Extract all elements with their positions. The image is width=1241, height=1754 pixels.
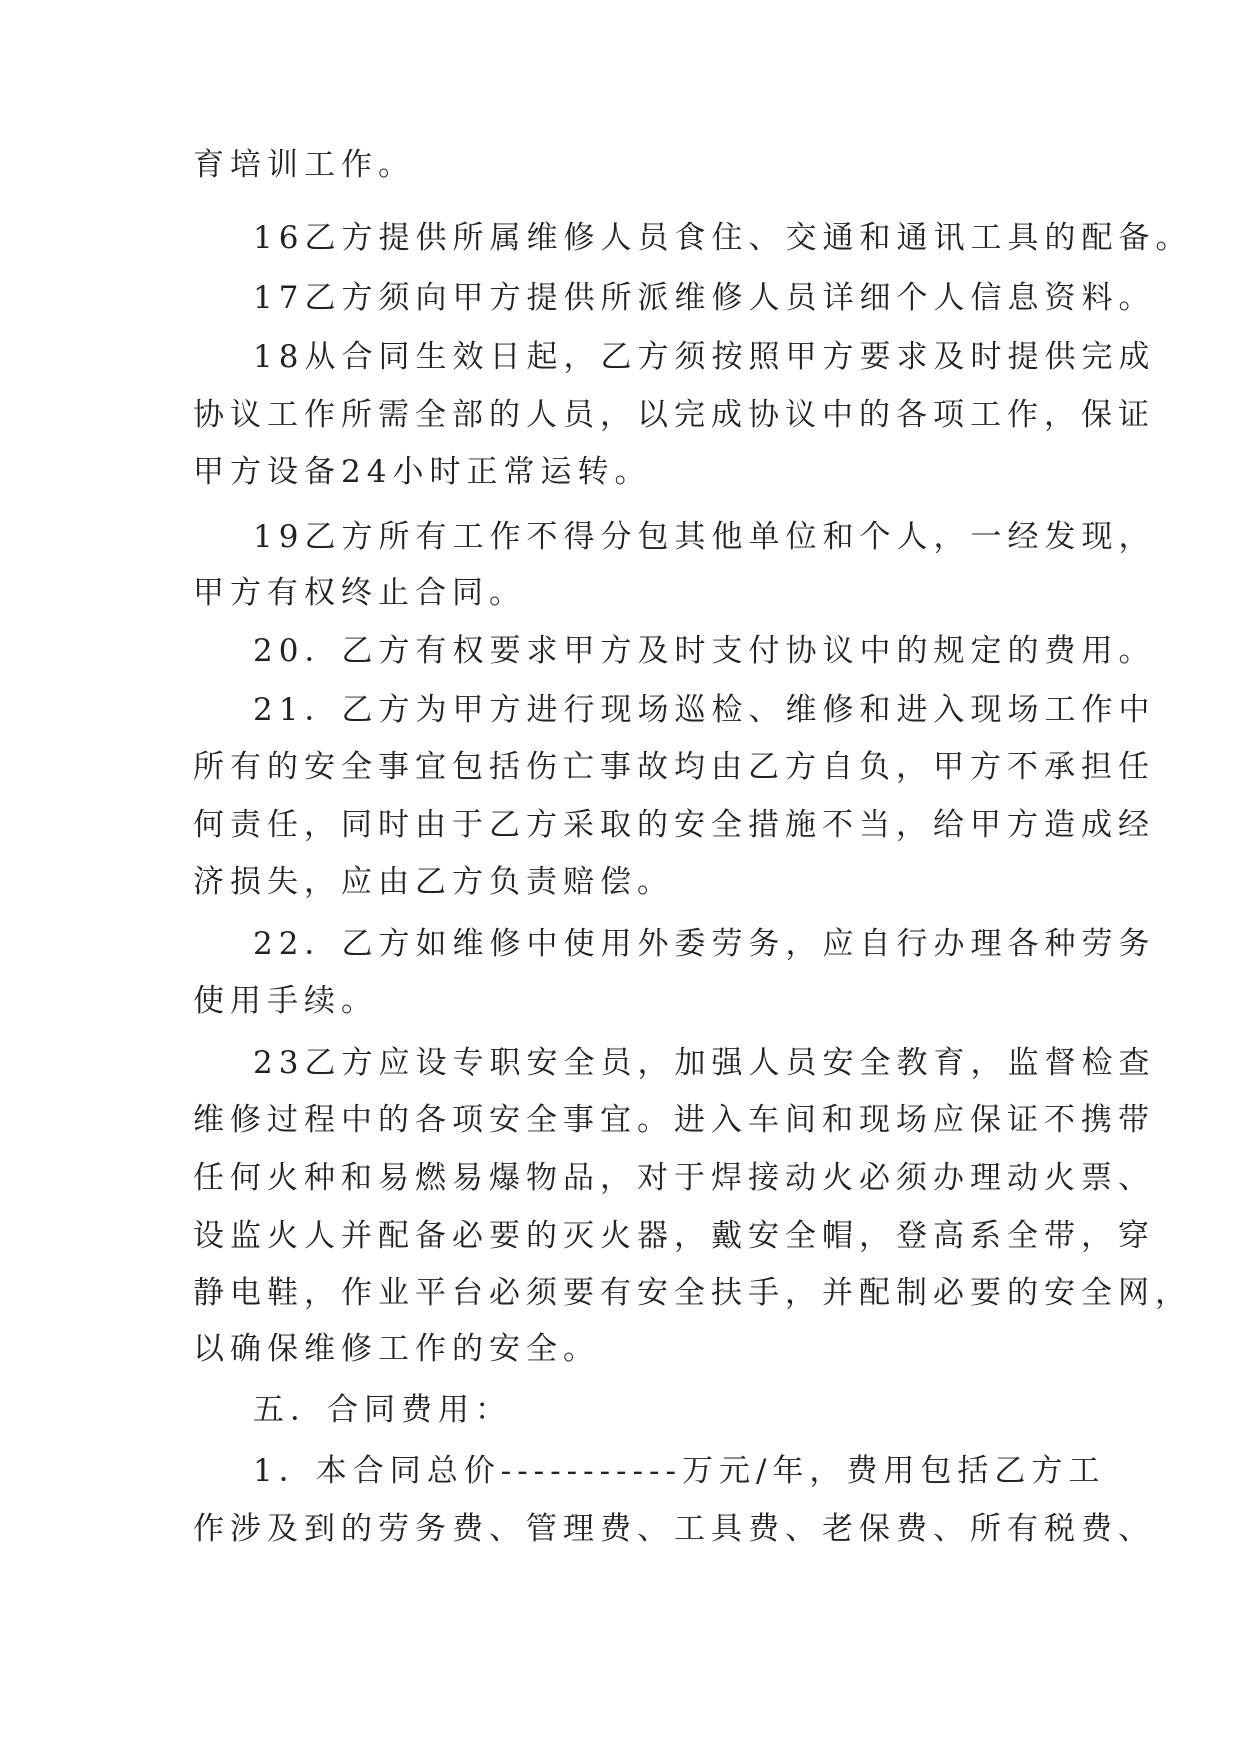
text-line-8: 甲方有权终止合同。 xyxy=(193,575,526,611)
text-line-18: 任何火种和易燃易爆物品，对于焊接动火必须办理动火票、 xyxy=(193,1160,1155,1196)
text-line-2: 16乙方提供所属维修人员食住、交通和通讯工具的配备。 xyxy=(253,220,1193,256)
text-line-21: 以确保维修工作的安全。 xyxy=(193,1331,600,1367)
text-line-16: 23乙方应设专职安全员，加强人员安全教育，监督检查 xyxy=(253,1045,1156,1081)
text-line-7: 19乙方所有工作不得分包其他单位和个人，一经发现， xyxy=(253,519,1156,555)
text-line-1: 育培训工作。 xyxy=(193,147,415,183)
text-line-10: 21．乙方为甲方进行现场巡检、维修和进入现场工作中 xyxy=(253,692,1156,728)
text-line-11: 所有的安全事宜包括伤亡事故均由乙方自负，甲方不承担任 xyxy=(193,749,1155,785)
text-line-13: 济损失，应由乙方负责赔偿。 xyxy=(193,864,674,900)
text-line-3: 17乙方须向甲方提供所派维修人员详细个人信息资料。 xyxy=(253,280,1156,316)
text-line-6: 甲方设备24小时正常运转。 xyxy=(193,454,652,490)
text-line-24: 作涉及到的劳务费、管理费、工具费、老保费、所有税费、 xyxy=(193,1511,1155,1547)
text-line-22: 五．合同费用： xyxy=(253,1392,512,1428)
text-line-12: 何责任，同时由于乙方采取的安全措施不当，给甲方造成经 xyxy=(193,807,1155,843)
text-line-14: 22．乙方如维修中使用外委劳务，应自行办理各种劳务 xyxy=(253,926,1156,962)
text-line-5: 协议工作所需全部的人员，以完成协议中的各项工作，保证 xyxy=(193,397,1155,433)
text-line-9: 20．乙方有权要求甲方及时支付协议中的规定的费用。 xyxy=(253,633,1156,669)
text-line-15: 使用手续。 xyxy=(193,983,378,1019)
text-line-4: 18从合同生效日起，乙方须按照甲方要求及时提供完成 xyxy=(253,339,1156,375)
text-line-20: 静电鞋，作业平台必须要有安全扶手，并配制必要的安全网， xyxy=(193,1275,1192,1311)
text-line-23: 1．本合同总价-----------万元/年，费用包括乙方工 xyxy=(253,1453,1106,1489)
text-line-19: 设监火人并配备必要的灭火器，戴安全帽，登高系全带，穿 xyxy=(193,1218,1155,1254)
text-line-17: 维修过程中的各项安全事宜。进入车间和现场应保证不携带 xyxy=(193,1102,1155,1138)
